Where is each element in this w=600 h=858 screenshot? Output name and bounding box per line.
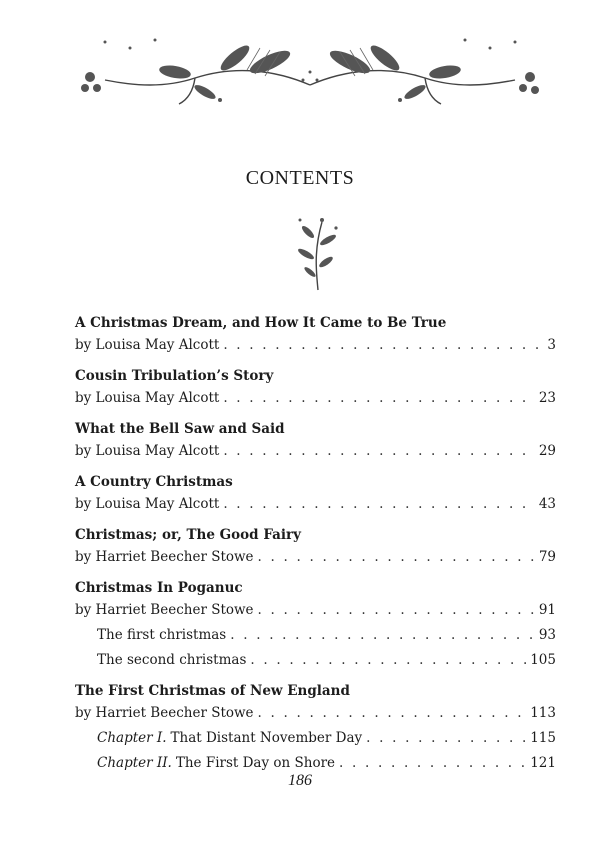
toc-entry [75, 312, 556, 356]
toc-entry [75, 524, 556, 568]
toc-entry-title: A Country Christmas [75, 474, 233, 490]
toc-page-number: 121 [530, 755, 556, 771]
page-number: 186 [288, 772, 312, 789]
toc-entry-title: Christmas In Poganuc [75, 580, 243, 596]
pine-branch-garland-icon [75, 30, 545, 110]
table-of-contents [75, 312, 556, 783]
toc-entry [75, 418, 556, 462]
toc-byline: by Louisa May Alcott [75, 496, 220, 512]
toc-page-number: 113 [530, 705, 556, 721]
toc-entry [75, 680, 556, 774]
dot-leader [258, 599, 535, 621]
toc-byline: by Harriet Beecher Stowe [75, 602, 254, 618]
toc-entry [75, 365, 556, 409]
toc-byline: by Harriet Beecher Stowe [75, 549, 254, 565]
toc-byline-row [75, 387, 556, 409]
toc-byline-row [75, 334, 556, 356]
toc-page-number: 91 [538, 602, 556, 618]
toc-byline: by Louisa May Alcott [75, 337, 220, 353]
toc-page-number: 3 [547, 337, 556, 353]
toc-subentry-label: The first christmas [97, 627, 227, 643]
leaf-sprig-icon [288, 210, 348, 292]
toc-entry-title: The First Christmas of New England [75, 683, 350, 699]
dot-leader [258, 546, 535, 568]
dot-leader [223, 493, 534, 515]
toc-page-number: 23 [538, 390, 556, 406]
toc-subentry-chapter: Chapter I. [97, 730, 167, 746]
toc-byline-row [75, 546, 556, 568]
toc-entry [75, 577, 556, 671]
dot-leader [223, 334, 543, 356]
toc-byline-row [75, 440, 556, 462]
toc-subentry [75, 727, 556, 749]
toc-page-number: 29 [538, 443, 556, 459]
dot-leader [258, 702, 527, 724]
toc-page-number: 105 [530, 652, 556, 668]
toc-subentry [75, 752, 556, 774]
toc-byline: by Louisa May Alcott [75, 443, 220, 459]
toc-subentry-chapter: Chapter II. [97, 755, 172, 771]
dot-leader [223, 440, 534, 462]
toc-subentry-label: The second christmas [97, 652, 247, 668]
toc-subentry-label: The First Day on Shore [175, 755, 336, 771]
toc-subentry [75, 649, 556, 671]
toc-entry-title: A Christmas Dream, and How It Came to Be True [75, 315, 447, 331]
toc-entry-title: Christmas; or, The Good Fairy [75, 527, 301, 543]
dot-leader [250, 649, 526, 671]
toc-subentry-label: That Distant November Day [170, 730, 363, 746]
dot-leader [230, 624, 535, 646]
toc-page-number: 115 [530, 730, 556, 746]
dot-leader [366, 727, 526, 749]
toc-byline-row [75, 702, 556, 724]
toc-entry-title: Cousin Tribulation’s Story [75, 368, 274, 384]
toc-byline: by Louisa May Alcott [75, 390, 220, 406]
dot-leader [339, 752, 526, 774]
toc-page-number: 43 [538, 496, 556, 512]
toc-byline-row [75, 599, 556, 621]
toc-entry-title: What the Bell Saw and Said [75, 421, 285, 437]
toc-subentry [75, 624, 556, 646]
page-title: CONTENTS [245, 167, 355, 189]
toc-byline: by Harriet Beecher Stowe [75, 705, 254, 721]
toc-byline-row [75, 493, 556, 515]
toc-page-number: 79 [538, 549, 556, 565]
toc-page-number: 93 [538, 627, 556, 643]
toc-entry [75, 471, 556, 515]
dot-leader [223, 387, 534, 409]
